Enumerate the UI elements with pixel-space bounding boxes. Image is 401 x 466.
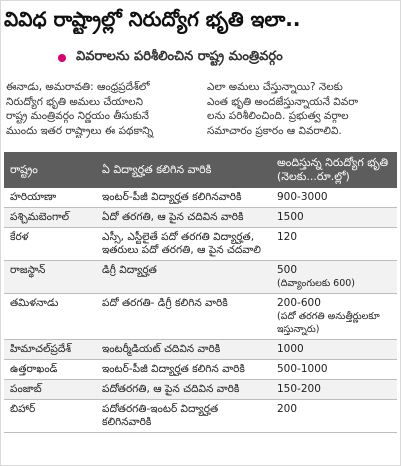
cell-qualification: ఇంటర్-పీజీ విద్యార్హత కలిగిన వారికి: [96, 360, 271, 380]
cell-qualification: ఏదో తరగతి, ఆ పైన చదివిన వారికి: [96, 208, 271, 228]
subheading: [58, 48, 283, 68]
table-row: [4, 340, 397, 360]
cell-state: కేరళ: [4, 228, 96, 261]
header-qualification: ఏ విద్యార్హత కలిగిన వారికి: [96, 152, 271, 188]
table-row: [4, 360, 397, 380]
cell-qualification: పదో తరగతి- డిగ్రీ కలిగిన వారికి: [96, 294, 271, 340]
cell-qualification: పదోతరగతి, ఆ పైన చదివిన వారికి: [96, 380, 271, 400]
cell-qualification: ఇంటర్మీడియట్ చదివిన వారికి: [96, 340, 271, 360]
table-row: [4, 208, 397, 228]
benefit-table: [4, 152, 397, 433]
cell-amount: [271, 261, 397, 294]
bullet-dot-icon: [58, 54, 66, 62]
amount-value: 120: [277, 231, 298, 243]
cell-state: హిమాచల్‌ప్రదేశ్: [4, 340, 96, 360]
cell-state: పశ్చిమబెంగాల్: [4, 208, 96, 228]
intro-line: ఎంత భృతి అందజేస్తున్నాయనే వివరా: [207, 95, 359, 108]
intro-line: రాష్ట్ర మంత్రివర్గం నిర్ణయం తీసుకునే: [6, 110, 150, 122]
cell-state: బిహార్: [4, 400, 96, 433]
amount-value: 500: [277, 264, 298, 276]
header-amount: అందిస్తున్న నిరుద్యోగ భృతి (నెలకు...రూ.ల్లో): [271, 152, 397, 188]
intro-line: ముందు ఇతర రాష్ట్రాలు ఈ పథకాన్ని: [6, 124, 154, 137]
amount-value: 500-1000: [277, 363, 328, 375]
cell-amount: [271, 380, 397, 400]
cell-state: పంజాబ్: [4, 380, 96, 400]
intro-line: లను పరిశీలించింది. ప్రభుత్వ వర్గాల: [207, 110, 349, 122]
intro-line: ఈనాడు, అమరావతి: ఆంధ్రప్రదేశ్‌లో: [6, 81, 150, 93]
amount-value: 1000: [277, 343, 304, 355]
amount-note: (పదో తరగతి అనుత్తీర్ణులకూ ఇస్తున్నారు): [277, 311, 380, 335]
cell-qualification: పదోతరగతి-ఇంటర్ విద్యార్హత కలిగినవారికి: [96, 400, 271, 433]
cell-state: ఉత్తరాఖండ్: [4, 360, 96, 380]
cell-amount: [271, 208, 397, 228]
intro-line: నిరుద్యోగ భృతి అమలు చేయాలని: [6, 95, 143, 108]
cell-amount: [271, 340, 397, 360]
intro-line: ఎలా అమలు చేస్తున్నాయి? నెలకు: [207, 81, 343, 93]
table-row: [4, 380, 397, 400]
table-row: [4, 188, 397, 208]
cell-amount: [271, 400, 397, 433]
table-header-row: [4, 152, 397, 188]
table-body: [4, 188, 397, 433]
cell-qualification: ఇంటర్-పీజీ విద్యార్హత కలిగినవారికి: [96, 188, 271, 208]
table-row: [4, 400, 397, 433]
cell-amount: [271, 294, 397, 340]
amount-value: 150-200: [277, 383, 321, 395]
amount-note: (దివ్యాంగులకు 600): [277, 278, 355, 289]
amount-value: 200-600: [277, 297, 321, 309]
cell-state: హరియాణా: [4, 188, 96, 208]
intro-paragraph-right: [207, 80, 399, 138]
cell-qualification: డిగ్రీ విద్యార్హత: [96, 261, 271, 294]
intro-line: సమాచారం ప్రకారం ఆ వివరాలివి.: [207, 124, 342, 137]
headline: వివిధ రాష్ట్రాల్లో నిరుద్యోగ భృతి ఇలా..: [4, 7, 301, 31]
table-row: [4, 294, 397, 340]
amount-value: 900-3000: [277, 191, 328, 203]
cell-amount: [271, 228, 397, 261]
cell-state: తమిళనాడు: [4, 294, 96, 340]
cell-qualification: ఎస్సీ, ఎస్టీలైతే పదో తరగతి విద్యార్హత, ఇతరులు పదో తరగతి, ఆ పైన చదవాలి: [96, 228, 271, 261]
table-row: [4, 228, 397, 261]
table-row: [4, 261, 397, 294]
amount-value: 1500: [277, 211, 304, 223]
cell-state: రాజస్థాన్: [4, 261, 96, 294]
cell-amount: [271, 360, 397, 380]
amount-value: 200: [277, 403, 298, 415]
intro-paragraph-left: [6, 80, 202, 138]
cell-amount: [271, 188, 397, 208]
header-state: రాష్ట్రం: [4, 152, 96, 188]
subheading-text: వివరాలను పరిశీలించిన రాష్ట్ర మంత్రివర్గం: [76, 49, 283, 64]
